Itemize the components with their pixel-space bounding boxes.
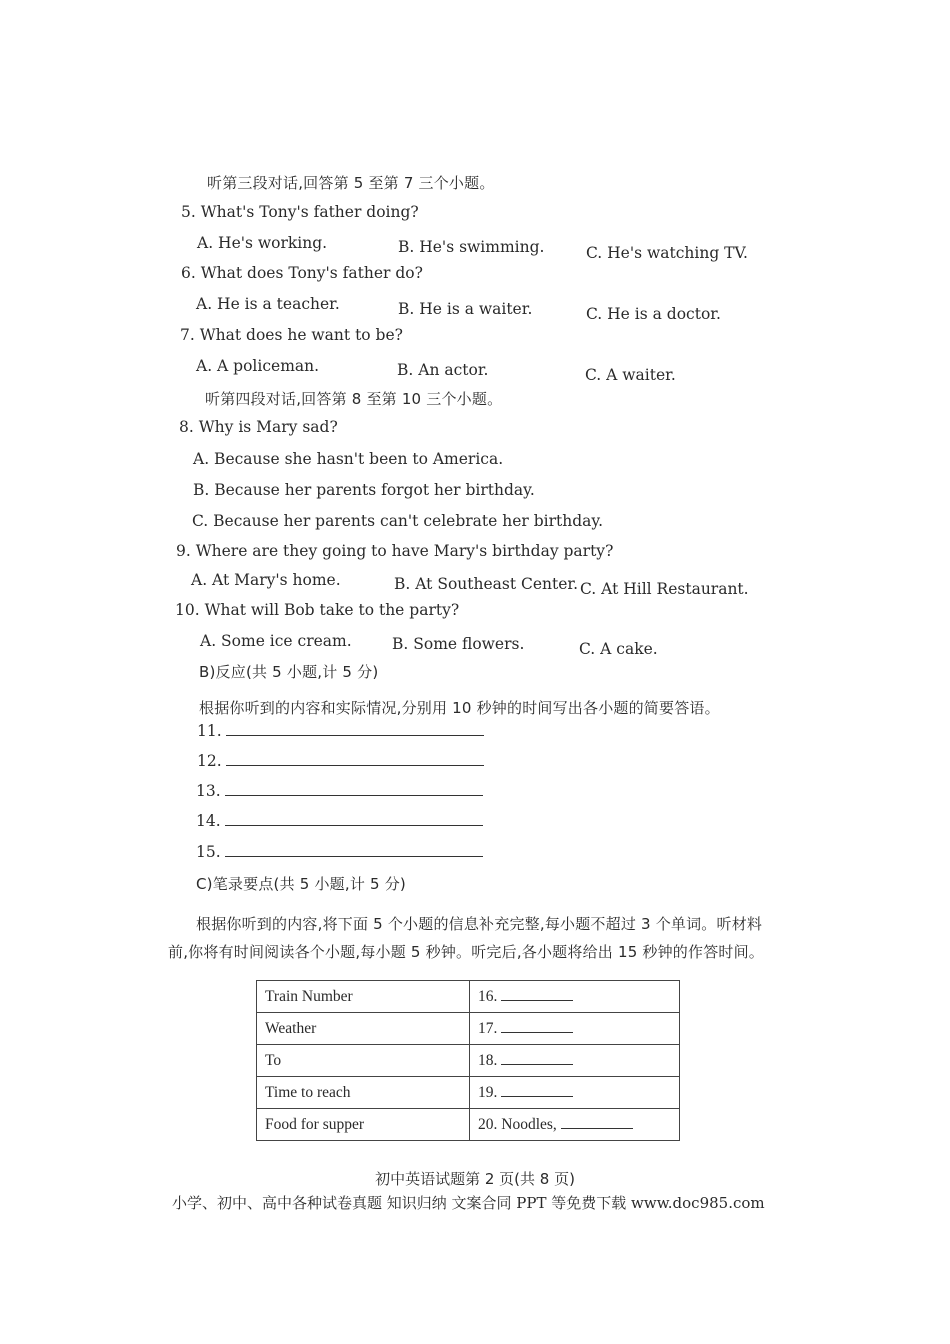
option-c: C. A waiter. (585, 366, 676, 384)
answer-blank[interactable] (225, 811, 483, 826)
answer-number: 16. (478, 987, 498, 1005)
answer-number: 18. (478, 1051, 498, 1069)
option-a: A. Because she hasn't been to America. (193, 450, 504, 468)
part-c-instruction: 根据你听到的内容,将下面 5 个小题的信息补充完整,每小题不超过 3 个单词。听材料 (196, 915, 763, 933)
option-b: B. He is a waiter. (398, 300, 533, 318)
option-b: B. At Southeast Center. (394, 575, 579, 593)
part-b-instruction: 根据你听到的内容和实际情况,分别用 10 秒钟的时间写出各小题的简要答语。 (199, 699, 720, 717)
answer-blank[interactable] (225, 781, 483, 796)
question-5: 5. What's Tony's father doing? (181, 203, 419, 221)
table-label: Train Number (257, 981, 470, 1013)
answer-number: 17. (478, 1019, 498, 1037)
question-10: 10. What will Bob take to the party? (175, 601, 460, 619)
answer-number: 12. (197, 752, 222, 770)
question-7: 7. What does he want to be? (180, 326, 403, 344)
option-a: A. He is a teacher. (196, 295, 340, 313)
option-a: A. Some ice cream. (200, 632, 352, 650)
option-c: C. At Hill Restaurant. (580, 580, 749, 598)
table-row (257, 1109, 680, 1141)
answer-blank[interactable] (501, 988, 573, 1001)
option-b: B. He's swimming. (398, 238, 545, 256)
table-label: Weather (257, 1013, 470, 1045)
table-answer-cell[interactable] (470, 981, 680, 1013)
answer-number: 20. Noodles, (478, 1115, 557, 1133)
option-c: C. A cake. (579, 640, 658, 658)
answer-line[interactable] (196, 842, 483, 861)
answer-blank[interactable] (501, 1052, 573, 1065)
part-c-instruction: 前,你将有时间阅读各个小题,每小题 5 秒钟。听完后,各小题将给出 15 秒钟的作答时间。 (168, 943, 765, 961)
answer-number: 11. (197, 722, 222, 740)
option-c: C. He's watching TV. (586, 244, 748, 262)
option-a: A. A policeman. (196, 357, 320, 375)
section-instruction: 听第四段对话,回答第 8 至第 10 三个小题。 (205, 390, 503, 408)
question-8: 8. Why is Mary sad? (179, 418, 338, 436)
table-row (257, 1045, 680, 1077)
table-row (257, 1013, 680, 1045)
table-label: Time to reach (257, 1077, 470, 1109)
option-a: A. At Mary's home. (191, 571, 341, 589)
answer-blank[interactable] (226, 751, 484, 766)
answer-number: 15. (196, 843, 221, 861)
option-a: A. He's working. (197, 234, 328, 252)
table-label: To (257, 1045, 470, 1077)
table-answer-cell[interactable] (470, 1013, 680, 1045)
answer-number: 14. (196, 812, 221, 830)
answer-line[interactable] (196, 781, 483, 800)
answer-blank[interactable] (225, 842, 483, 857)
footer-ad: 小学、初中、高中各种试卷真题 知识归纳 文案合同 PPT 等免费下载 www.doc985.com (172, 1194, 765, 1212)
part-c-heading: C)笔录要点(共 5 小题,计 5 分) (196, 875, 406, 893)
answer-blank[interactable] (501, 1084, 573, 1097)
table-row (257, 1077, 680, 1109)
option-c: C. He is a doctor. (586, 305, 721, 323)
option-b: B. Because her parents forgot her birthday. (193, 481, 535, 499)
option-b: B. An actor. (397, 361, 489, 379)
question-6: 6. What does Tony's father do? (181, 264, 423, 282)
option-c: C. Because her parents can't celebrate her birthday. (192, 512, 603, 530)
question-9: 9. Where are they going to have Mary's birthday party? (176, 542, 614, 560)
answer-blank[interactable] (561, 1116, 633, 1129)
table-answer-cell[interactable] (470, 1077, 680, 1109)
info-table (256, 980, 680, 1141)
option-b: B. Some flowers. (392, 635, 525, 653)
page-number: 初中英语试题第 2 页(共 8 页) (375, 1170, 575, 1188)
table-label: Food for supper (257, 1109, 470, 1141)
table-row (257, 981, 680, 1013)
part-b-heading: B)反应(共 5 小题,计 5 分) (199, 663, 379, 681)
answer-number: 19. (478, 1083, 498, 1101)
answer-line[interactable] (197, 751, 484, 770)
section-instruction: 听第三段对话,回答第 5 至第 7 三个小题。 (207, 174, 495, 192)
table-answer-cell[interactable] (470, 1109, 680, 1141)
answer-line[interactable] (196, 811, 483, 830)
table-answer-cell[interactable] (470, 1045, 680, 1077)
answer-blank[interactable] (226, 721, 484, 736)
answer-line[interactable] (197, 721, 484, 740)
answer-blank[interactable] (501, 1020, 573, 1033)
answer-number: 13. (196, 782, 221, 800)
